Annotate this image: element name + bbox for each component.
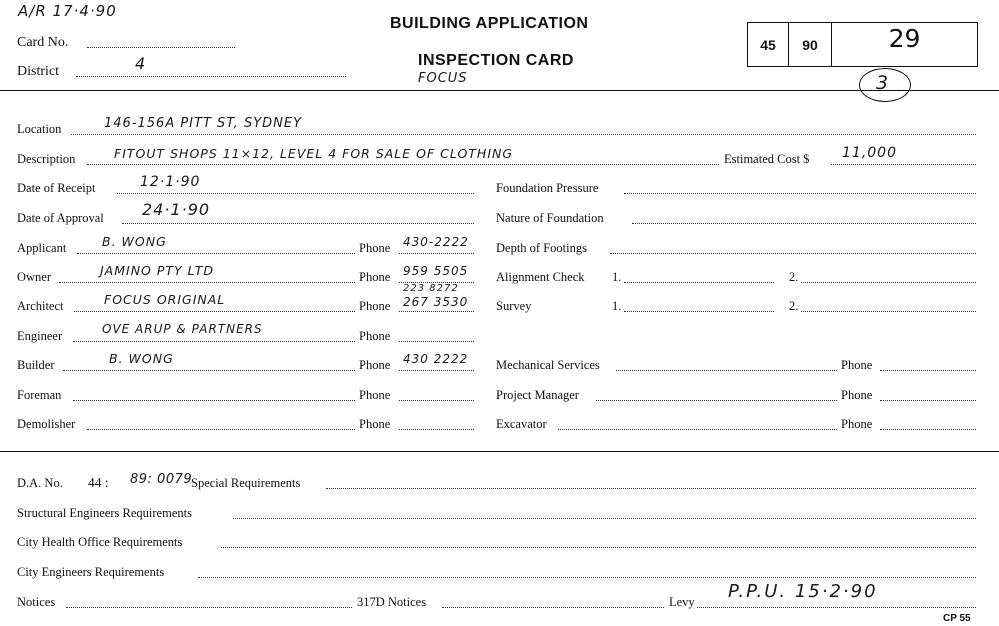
levy-field[interactable] (697, 607, 976, 608)
card-no-label: Card No. (17, 35, 69, 50)
nature-of-foundation-field[interactable] (632, 223, 976, 224)
excavator-label: Excavator (496, 417, 547, 431)
applicant-label: Applicant (17, 241, 67, 255)
applicant-phone-label: Phone (359, 241, 391, 255)
engineer-label: Engineer (17, 329, 63, 343)
description-label: Description (17, 152, 76, 166)
alignment-check-field-1[interactable] (624, 282, 774, 283)
date-of-receipt-label: Date of Receipt (17, 181, 96, 195)
applicant-phone-field[interactable] (399, 253, 474, 254)
project-manager-field[interactable] (596, 400, 837, 401)
demolisher-phone-label: Phone (359, 417, 391, 431)
location-label: Location (17, 122, 62, 136)
foreman-phone-label: Phone (359, 388, 391, 402)
applicant-field[interactable] (77, 253, 355, 254)
date-of-approval-value: 24·1·90 (142, 200, 211, 219)
form-code: CP 55 (943, 613, 971, 624)
location-field[interactable] (71, 134, 976, 135)
owner-phone-value: 959 5505 (403, 264, 469, 278)
architect-phone-field[interactable] (399, 311, 474, 312)
focus-handwritten: FOCUS (418, 71, 468, 86)
approval-annotation: A/R 17·4·90 (18, 2, 117, 20)
project-manager-phone-field[interactable] (880, 400, 976, 401)
survey-field-2[interactable] (801, 311, 976, 312)
alignment-check-field-2[interactable] (801, 282, 976, 283)
engineer-phone-field[interactable] (399, 341, 474, 342)
foreman-field[interactable] (73, 400, 355, 401)
file-number-cell-1: 45 (748, 23, 789, 66)
mid-divider (0, 451, 999, 452)
file-number-cell-2: 90 (789, 23, 832, 66)
date-of-receipt-field[interactable] (117, 193, 474, 194)
depth-of-footings-field[interactable] (610, 253, 976, 254)
header-divider (0, 90, 999, 91)
notices-317d-field[interactable] (442, 607, 664, 608)
date-of-approval-field[interactable] (122, 223, 474, 224)
excavator-phone-label: Phone (841, 417, 873, 431)
demolisher-field[interactable] (87, 429, 355, 430)
date-of-receipt-value: 12·1·90 (140, 174, 201, 190)
district-field[interactable] (76, 76, 346, 77)
foreman-label: Foreman (17, 388, 62, 402)
city-engineers-field[interactable] (198, 577, 976, 578)
survey-num-2: 2. (789, 299, 799, 313)
architect-phone-label: Phone (359, 299, 391, 313)
description-field[interactable] (87, 164, 719, 165)
depth-of-footings-label: Depth of Footings (496, 241, 587, 255)
alignment-check-num-2: 2. (789, 270, 799, 284)
owner-field[interactable] (59, 282, 355, 283)
mechanical-services-label: Mechanical Services (496, 358, 600, 372)
district-value: 4 (135, 54, 147, 73)
special-requirements-label: Special Requirements (191, 476, 301, 490)
foundation-pressure-label: Foundation Pressure (496, 181, 599, 195)
estimated-cost-value: 11,000 (842, 145, 897, 161)
project-manager-phone-label: Phone (841, 388, 873, 402)
foundation-pressure-field[interactable] (624, 193, 976, 194)
excavator-phone-field[interactable] (880, 429, 976, 430)
estimated-cost-field[interactable] (831, 164, 976, 165)
demolisher-label: Demolisher (17, 417, 76, 431)
mechanical-services-phone-field[interactable] (880, 370, 976, 371)
engineer-phone-label: Phone (359, 329, 391, 343)
estimated-cost-label: Estimated Cost $ (724, 152, 810, 166)
survey-num-1: 1. (612, 299, 622, 313)
file-number-box (747, 22, 978, 67)
survey-field-1[interactable] (624, 311, 774, 312)
builder-phone-field[interactable] (399, 370, 474, 371)
city-health-office-label: City Health Office Requirements (17, 535, 183, 549)
engineer-value: OVE ARUP & PARTNERS (102, 322, 263, 336)
demolisher-phone-field[interactable] (399, 429, 474, 430)
architect-label: Architect (17, 299, 64, 313)
levy-label: Levy (669, 595, 695, 609)
builder-field[interactable] (63, 370, 355, 371)
structural-engineers-field[interactable] (233, 518, 976, 519)
levy-value: P.P.U. 15·2·90 (728, 581, 878, 602)
card-no-field[interactable] (87, 47, 235, 48)
circled-number-value: 3 (876, 72, 890, 94)
city-health-office-field[interactable] (221, 547, 976, 548)
district-label: District (17, 64, 59, 79)
excavator-field[interactable] (558, 429, 837, 430)
survey-label: Survey (496, 299, 532, 313)
project-manager-label: Project Manager (496, 388, 579, 402)
owner-value: JAMINO PTY LTD (100, 263, 215, 278)
alignment-check-label: Alignment Check (496, 270, 585, 284)
architect-field[interactable] (74, 311, 355, 312)
owner-phone-label: Phone (359, 270, 391, 284)
form-subtitle: INSPECTION CARD (418, 52, 574, 69)
special-requirements-field[interactable] (326, 488, 976, 489)
mechanical-services-phone-label: Phone (841, 358, 873, 372)
applicant-phone-value: 430-2222 (403, 235, 469, 249)
location-value: 146-156A PITT ST, SYDNEY (104, 116, 303, 131)
architect-value: FOCUS ORIGINAL (104, 292, 226, 307)
file-number-cell-3: 29 (888, 24, 921, 53)
builder-label: Builder (17, 358, 55, 372)
mechanical-services-field[interactable] (616, 370, 837, 371)
nature-of-foundation-label: Nature of Foundation (496, 211, 604, 225)
structural-engineers-label: Structural Engineers Requirements (17, 506, 192, 520)
notices-317d-label: 317D Notices (357, 595, 427, 609)
notices-field[interactable] (66, 607, 352, 608)
architect-phone-value: 267 3530 (403, 295, 469, 309)
owner-phone-value-2: 223 8272 (403, 283, 459, 294)
applicant-value: B. WONG (102, 234, 167, 249)
description-value: FITOUT SHOPS 11×12, LEVEL 4 FOR SALE OF CLOTHING (114, 146, 514, 161)
da-no-value: 89: 0079 (130, 472, 193, 487)
engineer-field[interactable] (73, 341, 355, 342)
builder-phone-value: 430 2222 (403, 352, 469, 366)
notices-label: Notices (17, 595, 56, 609)
form-title: BUILDING APPLICATION (390, 15, 589, 32)
alignment-check-num-1: 1. (612, 270, 622, 284)
da-no-label: D.A. No. (17, 476, 63, 490)
foreman-phone-field[interactable] (399, 400, 474, 401)
builder-value: B. WONG (109, 351, 174, 366)
owner-label: Owner (17, 270, 52, 284)
city-engineers-label: City Engineers Requirements (17, 565, 165, 579)
builder-phone-label: Phone (359, 358, 391, 372)
date-of-approval-label: Date of Approval (17, 211, 104, 225)
da-no-typed: 44 : (88, 475, 109, 490)
